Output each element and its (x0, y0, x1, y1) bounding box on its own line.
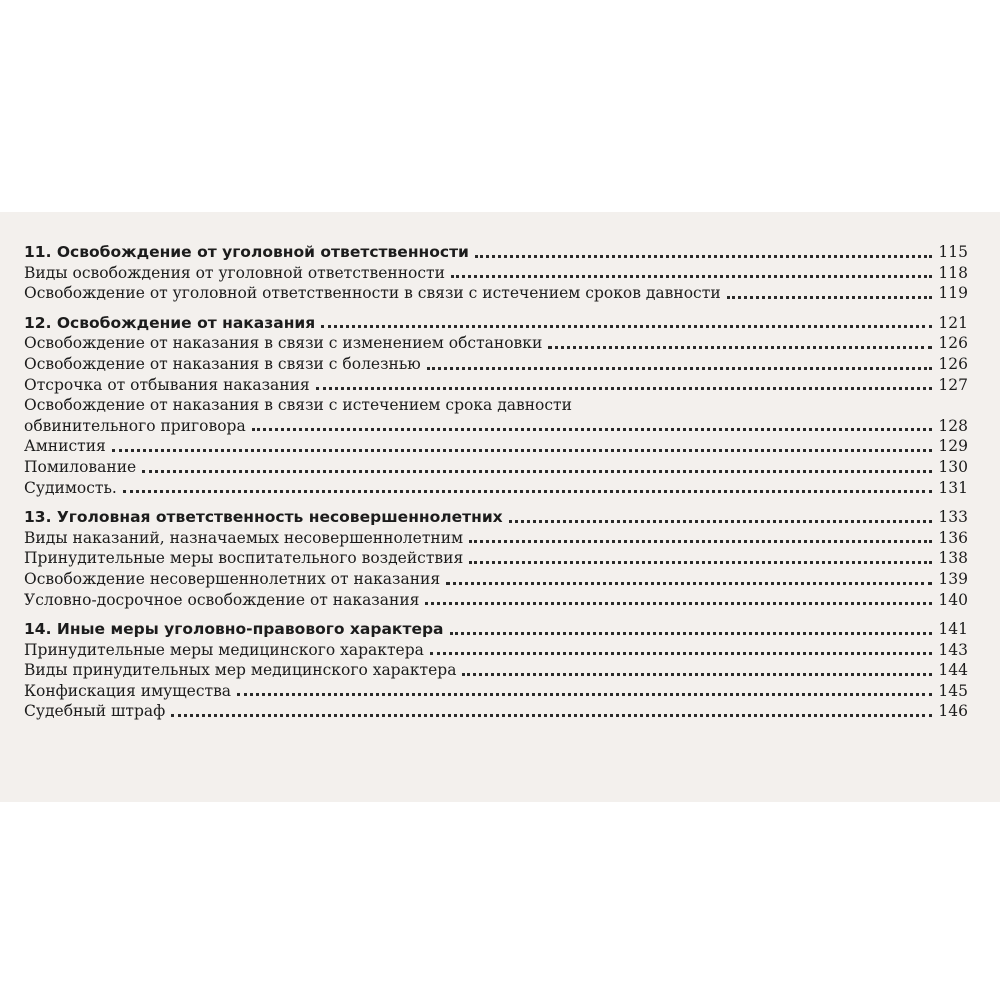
heading-title: 14. Иные меры уголовно-правового характера (24, 620, 444, 639)
dot-leader (425, 602, 932, 605)
section-heading (24, 242, 968, 263)
entry-title: Виды наказаний, назначаемых несовершеннолетним (24, 528, 464, 547)
entry-title: Освобождение от уголовной ответственности в связи с истечением сроков давности (24, 284, 721, 303)
entry-title: Освобождение от наказания в связи с изменением обстановки (24, 334, 543, 353)
toc-entry (24, 640, 968, 661)
section-heading (24, 507, 968, 528)
page-number: 141 (938, 620, 968, 639)
entry-title: Условно-досрочное освобождение от наказания (24, 590, 420, 609)
toc-entry (24, 569, 968, 590)
section-heading (24, 619, 968, 640)
toc-entry (24, 375, 968, 396)
page-number: 129 (938, 437, 968, 456)
dot-leader (475, 255, 932, 258)
dot-leader (462, 673, 932, 676)
toc-entry (24, 681, 968, 702)
page-number: 145 (938, 681, 968, 700)
dot-leader (316, 387, 932, 390)
dot-leader (430, 652, 932, 655)
dot-leader (237, 693, 932, 696)
entry-title: Освобождение несовершеннолетних от наказания (24, 569, 441, 588)
heading-title: 12. Освобождение от наказания (24, 313, 316, 332)
toc-entry (24, 660, 968, 681)
dot-leader (451, 275, 932, 278)
dot-leader (548, 346, 932, 349)
entry-title: Освобождение от наказания в связи с истечением срока давности (24, 396, 572, 415)
toc-entry-continuation (24, 416, 968, 437)
page-number: 126 (938, 354, 968, 373)
toc-entry (24, 354, 968, 375)
heading-title: 13. Уголовная ответственность несовершеннолетних (24, 508, 503, 527)
entry-title: Принудительные меры воспитательного воздействия (24, 549, 464, 568)
toc-entry (24, 333, 968, 354)
entry-title: Помилование (24, 457, 137, 476)
entry-title: Виды освобождения от уголовной ответственности (24, 263, 445, 282)
toc-entry (24, 701, 968, 722)
page-number: 144 (938, 661, 968, 680)
table-of-contents (24, 242, 968, 731)
page-number: 133 (938, 508, 968, 527)
dot-leader (446, 582, 932, 585)
entry-title: Принудительные меры медицинского характера (24, 640, 424, 659)
toc-entry (24, 548, 968, 569)
toc-section-12 (24, 313, 968, 498)
toc-entry-first-line (24, 395, 968, 416)
toc-section-11 (24, 242, 968, 304)
toc-entry (24, 283, 968, 304)
page-number: 143 (938, 640, 968, 659)
dot-leader (509, 520, 932, 523)
dot-leader (252, 428, 932, 431)
dot-leader (427, 367, 932, 370)
dot-leader (727, 296, 932, 299)
toc-section-13 (24, 507, 968, 610)
dot-leader (469, 540, 932, 543)
heading-title: 11. Освобождение от уголовной ответственности (24, 243, 469, 261)
entry-title-continuation: обвинительного приговора (24, 416, 246, 435)
toc-entry (24, 478, 968, 499)
entry-title: Отсрочка от отбывания наказания (24, 375, 310, 394)
page-number: 139 (938, 569, 968, 588)
page-number: 130 (938, 457, 968, 476)
toc-section-14 (24, 619, 968, 722)
dot-leader (171, 714, 932, 717)
toc-entry (24, 436, 968, 457)
page-number: 140 (938, 590, 968, 609)
page-number: 121 (938, 313, 968, 332)
dot-leader (469, 561, 932, 564)
page-number: 146 (938, 702, 968, 721)
page-number: 136 (938, 528, 968, 547)
entry-title: Судебный штраф (24, 702, 166, 721)
dot-leader (450, 632, 932, 635)
page-number: 128 (938, 416, 968, 435)
toc-entry (24, 263, 968, 284)
page-number: 127 (938, 375, 968, 394)
toc-entry (24, 590, 968, 611)
dot-leader (123, 490, 932, 493)
entry-title: Конфискация имущества (24, 681, 232, 700)
entry-title: Виды принудительных мер медицинского характера (24, 661, 457, 680)
dot-leader (112, 449, 932, 452)
toc-entry (24, 457, 968, 478)
page-number: 126 (938, 334, 968, 353)
page-number: 119 (938, 284, 968, 303)
entry-title: Судимость. (24, 478, 117, 497)
toc-entry (24, 528, 968, 549)
entry-title: Освобождение от наказания в связи с болезнью (24, 354, 421, 373)
page-number: 138 (938, 549, 968, 568)
page-number: 118 (938, 263, 968, 282)
page-number: 115 (938, 243, 968, 261)
dot-leader (142, 470, 932, 473)
entry-title: Амнистия (24, 437, 106, 456)
dot-leader (321, 325, 932, 328)
section-heading (24, 313, 968, 334)
page-number: 131 (938, 478, 968, 497)
